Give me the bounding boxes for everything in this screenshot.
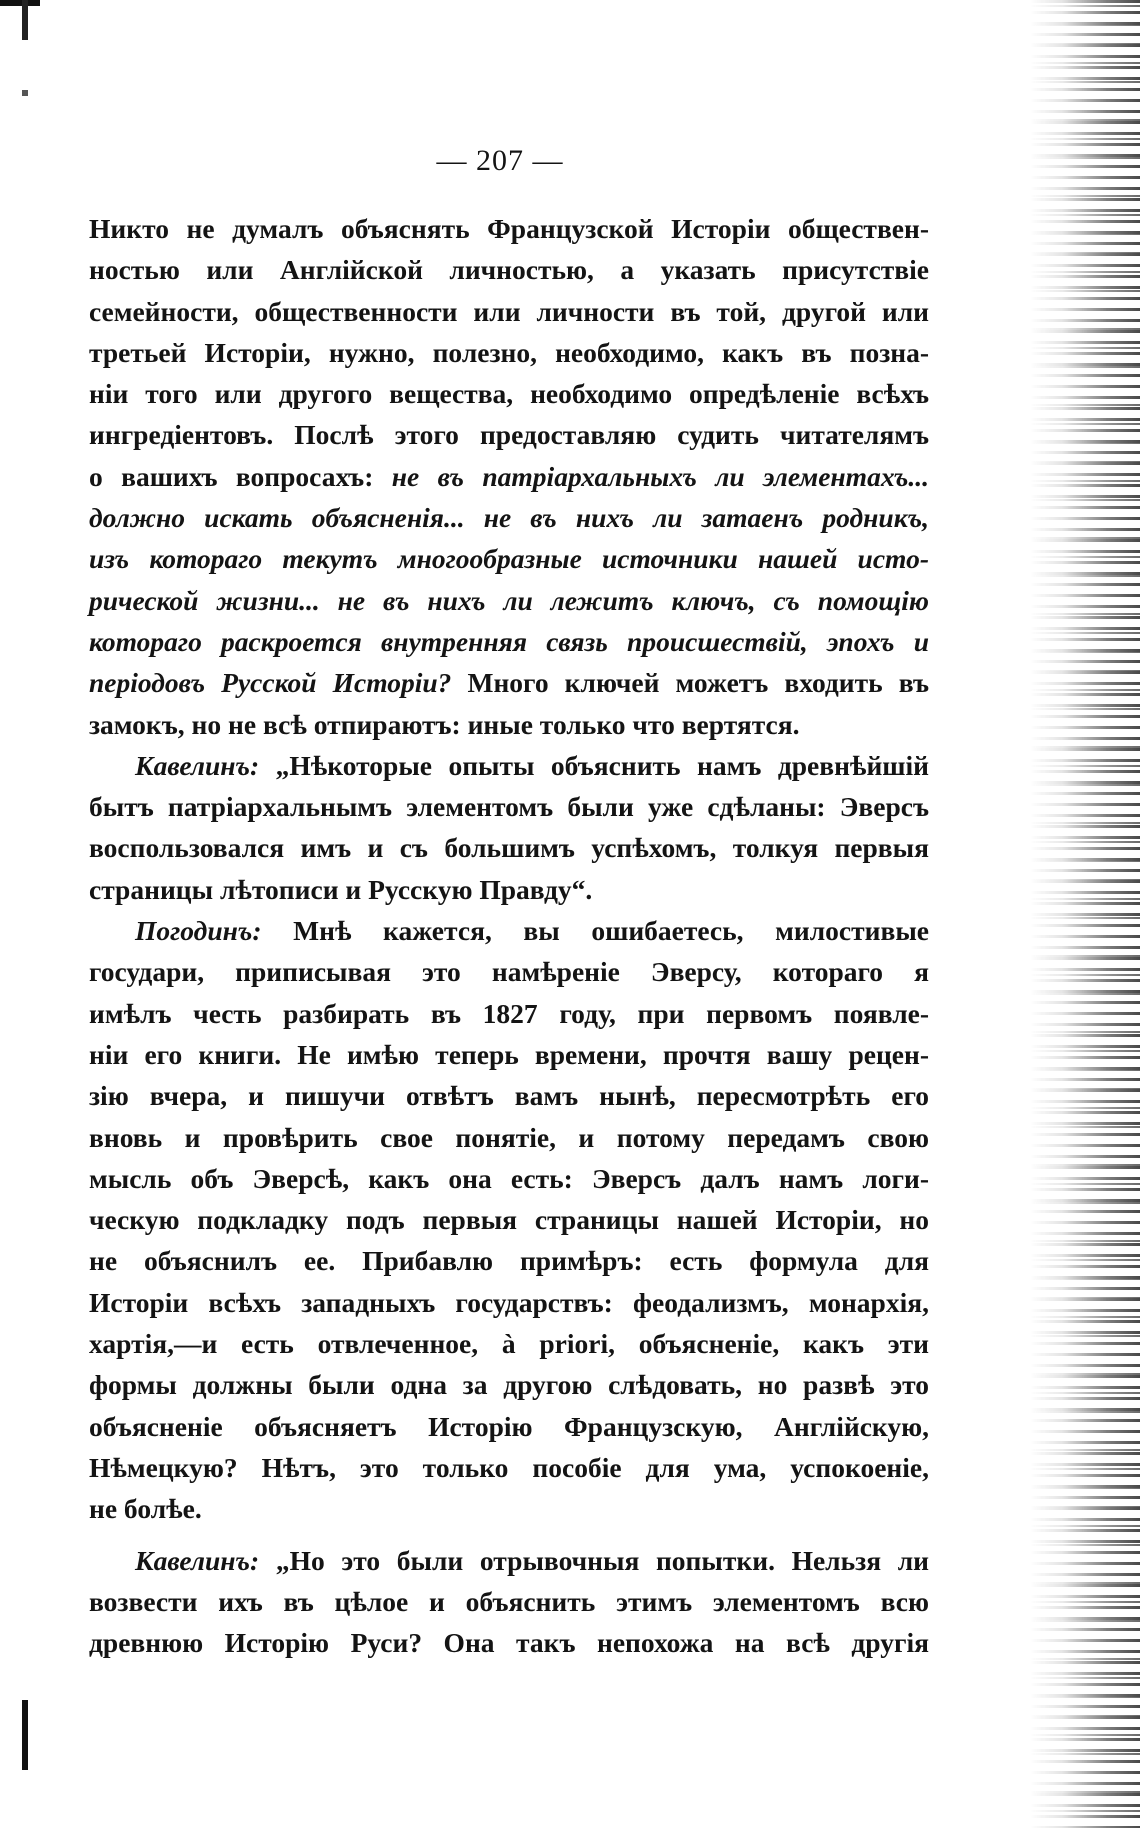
- text-line: [89, 373, 929, 414]
- text-line: [89, 1323, 929, 1364]
- text-run: имѣлъ честь разбирать въ 1827 году, при первомъ появле-: [89, 997, 929, 1029]
- page-number: — 207 —: [436, 144, 564, 177]
- scan-edge-left: [22, 0, 28, 1828]
- scan-edge-right: [1030, 0, 1140, 1828]
- text-line: [89, 993, 929, 1034]
- italic-text: Кавелинъ:: [135, 1544, 260, 1576]
- text-run: семейности, общественности или личности въ той, другой или: [89, 295, 929, 327]
- text-line: [89, 1034, 929, 1075]
- text-line: [89, 414, 929, 455]
- text-line: [89, 1282, 929, 1323]
- text-run: государи, приписывая это намѣреніе Эверсу, котораго я: [89, 956, 929, 988]
- text-run: третьей Исторіи, нужно, полезно, необходимо, какъ въ позна-: [89, 336, 929, 368]
- text-line: [89, 869, 929, 910]
- text-run: зію вчера, и пишучи отвѣтъ вамъ нынѣ, пересмотрѣть его: [89, 1080, 929, 1112]
- text-run: Много ключей можетъ входить въ: [451, 667, 929, 699]
- text-line: [89, 827, 929, 868]
- text-line: [89, 249, 929, 290]
- text-run: „Нѣкоторые опыты объяснить намъ древнѣйшій: [259, 749, 929, 781]
- text-run: формы должны были одна за другою слѣдовать, но развѣ это: [89, 1369, 929, 1401]
- text-line: [89, 621, 929, 662]
- text-run: ніи его книги. Не имѣю теперь времени, прочтя вашу рецен-: [89, 1038, 929, 1070]
- text-line: [89, 704, 929, 745]
- text-line: [89, 291, 929, 332]
- text-run: не болѣе.: [89, 1493, 202, 1525]
- scan-edge-top: [0, 0, 40, 6]
- text-run: бытъ патріархальнымъ элементомъ были уже сдѣланы: Эверсъ: [89, 791, 929, 823]
- italic-text: Погодинъ:: [135, 915, 262, 947]
- text-line: [89, 1075, 929, 1116]
- text-line: [89, 1540, 929, 1581]
- text-line: [89, 662, 929, 703]
- text-line: [89, 208, 929, 249]
- text-run: ингредіентовъ. Послѣ этого предоставляю судить читателямъ: [89, 419, 929, 451]
- text-line: [89, 1199, 929, 1240]
- text-run: ніи того или другого вещества, необходимо опредѣленіе всѣхъ: [89, 378, 929, 410]
- text-run: воспользовался имъ и съ большимъ успѣхомъ, толкуя первыя: [89, 832, 929, 864]
- text-run: вновь и провѣрить свое понятіе, и потому передамъ свою: [89, 1121, 929, 1153]
- italic-text: должно искать объясненія... не въ нихъ ли затаенъ родникъ,: [89, 502, 929, 534]
- italic-text: періодовъ Русской Исторіи?: [89, 667, 452, 699]
- text-run: ческую подкладку подъ первыя страницы нашей Исторіи, но: [89, 1204, 929, 1236]
- italic-text: рической жизни... не въ нихъ ли лежитъ ключъ, съ помощію: [89, 584, 929, 616]
- text-line: [89, 1488, 929, 1529]
- text-line: [89, 456, 929, 497]
- text-run: возвести ихъ въ цѣлое и объяснить этимъ элементомъ всю: [89, 1585, 929, 1617]
- text-line: [89, 1240, 929, 1281]
- text-run: хартія,—и есть отвлеченное, à priori, объясненіе, какъ эти: [89, 1328, 929, 1360]
- text-line: [89, 786, 929, 827]
- text-line: [89, 1364, 929, 1405]
- text-line: [89, 1581, 929, 1622]
- text-line: [89, 745, 929, 786]
- text-line: [89, 1117, 929, 1158]
- text-run: ностью или Англійской личностью, а указать присутствіе: [89, 254, 929, 286]
- text-run: не объяснилъ ее. Прибавлю примѣръ: есть формула для: [89, 1245, 929, 1277]
- body-text: [89, 208, 929, 1663]
- italic-text: изъ котораго текутъ многообразные источники нашей исто-: [89, 543, 929, 575]
- text-line: [89, 1158, 929, 1199]
- text-run: Исторіи всѣхъ западныхъ государствъ: феодализмъ, монархія,: [89, 1286, 929, 1318]
- text-run: объясненіе объясняетъ Исторію Французскую, Англійскую,: [89, 1410, 929, 1442]
- text-line: [89, 951, 929, 992]
- text-line: [89, 538, 929, 579]
- text-run: древнюю Исторію Руси? Она такъ непохожа на всѣ другія: [89, 1627, 929, 1659]
- text-run: „Но это были отрывочныя попытки. Нельзя ли: [259, 1544, 929, 1576]
- italic-text: не въ патріархальныхъ ли элементахъ...: [391, 460, 930, 492]
- text-run: Нѣмецкую? Нѣтъ, это только пособіе для ума, успокоеніе,: [89, 1451, 929, 1483]
- text-line: [89, 332, 929, 373]
- text-run: о вашихъ вопросахъ:: [89, 460, 392, 492]
- text-run: Мнѣ кажется, вы ошибаетесь, милостивые: [261, 915, 929, 947]
- text-line: [89, 910, 929, 951]
- text-line: [89, 1622, 929, 1663]
- text-run: страницы лѣтописи и Русскую Правду“.: [89, 873, 593, 905]
- text-line: [89, 1447, 929, 1488]
- text-run: мысль объ Эверсѣ, какъ она есть: Эверсъ далъ намъ логи-: [89, 1162, 929, 1194]
- text-line: [89, 497, 929, 538]
- text-run: Никто не думалъ объяснять Французской Исторіи обществен-: [89, 213, 929, 244]
- italic-text: Кавелинъ:: [135, 749, 260, 781]
- text-line: [89, 580, 929, 621]
- italic-text: котораго раскроется внутренняя связь происшествій, эпохъ и: [89, 625, 929, 657]
- text-line: [89, 1406, 929, 1447]
- text-run: замокъ, но не всѣ отпираютъ: иные только что вертятся.: [89, 708, 800, 740]
